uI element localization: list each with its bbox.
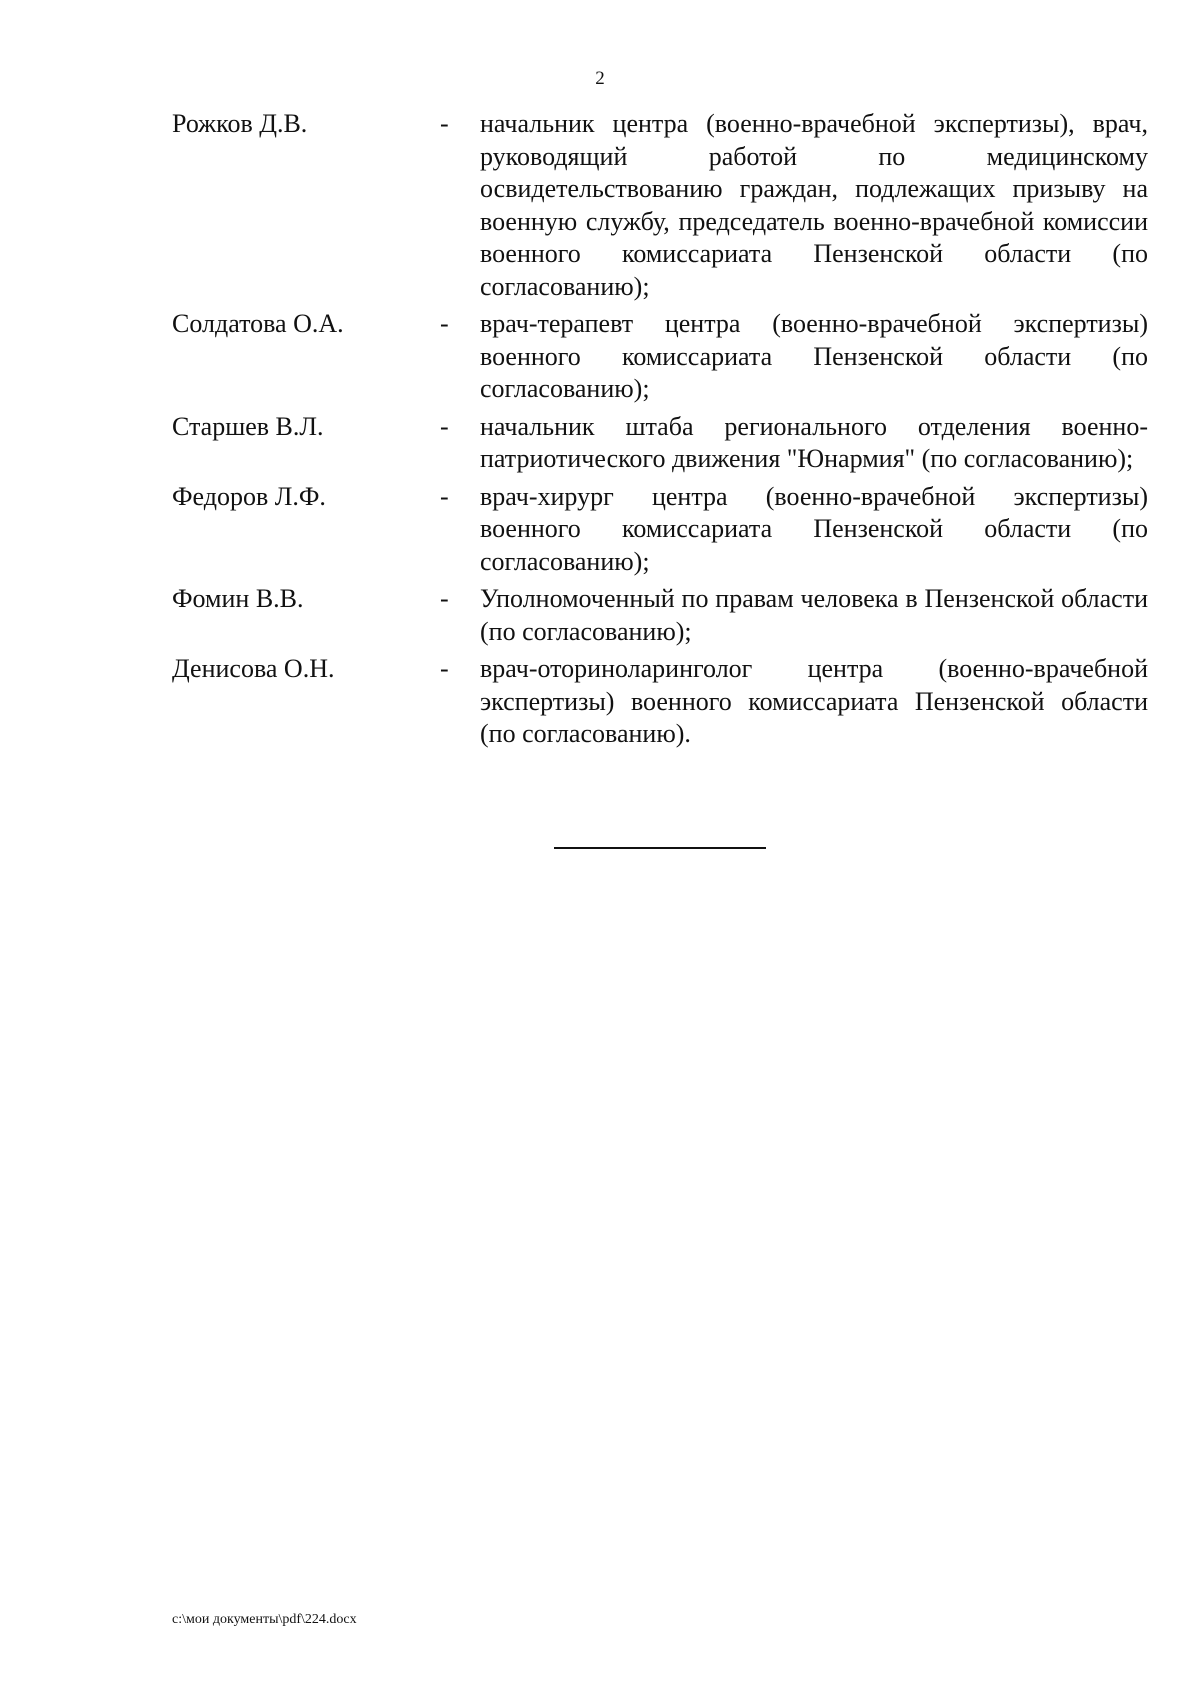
member-role: начальник центра (военно-врачебной экспертизы), врач, руководящий работой по медицинскому освидетельствованию граждан, подлежащих призыву на военную службу, председатель военно-врачебной комиссии военного комиссариата Пензенской области (по согласованию); xyxy=(480,109,1148,301)
member-entry xyxy=(172,308,1148,406)
separator-dash: - xyxy=(440,481,449,511)
page-number: 2 xyxy=(595,68,605,89)
member-name: Денисова О.Н. xyxy=(172,654,335,683)
member-name: Федоров Л.Ф. xyxy=(172,481,326,511)
member-entry xyxy=(172,108,1148,303)
member-name: Рожков Д.В. xyxy=(172,109,308,138)
separator-dash: - xyxy=(440,309,449,338)
member-entry xyxy=(172,481,1148,579)
member-role: врач-терапевт центра (военно-врачебной экспертизы) военного комиссариата Пензенской области (по согласованию); xyxy=(480,309,1148,403)
member-name: Фомин В.В. xyxy=(172,584,304,613)
member-entry xyxy=(172,411,1148,476)
member-role: Уполномоченный по правам человека в Пензенской области (по согласованию); xyxy=(480,584,1148,646)
member-role: начальник штаба регионального отделения военно-патриотического движения "Юнармия" (по согласованию); xyxy=(480,411,1148,473)
member-entry xyxy=(172,653,1148,751)
separator-dash: - xyxy=(440,109,449,138)
separator-dash: - xyxy=(440,654,449,683)
end-of-list-rule xyxy=(554,847,766,849)
footer-file-path: c:\мои документы\pdf\224.docx xyxy=(172,1612,357,1627)
member-entry xyxy=(172,583,1148,648)
member-name: Старшев В.Л. xyxy=(172,411,324,441)
separator-dash: - xyxy=(440,411,449,441)
commission-member-list xyxy=(172,108,1148,756)
member-role: врач-хирург центра (военно-врачебной экспертизы) военного комиссариата Пензенской области (по согласованию); xyxy=(480,481,1148,576)
separator-dash: - xyxy=(440,584,449,613)
member-role: врач-оториноларинголог центра (военно-врачебной экспертизы) военного комиссариата Пензенской области (по согласованию). xyxy=(480,654,1148,748)
member-name: Солдатова О.А. xyxy=(172,309,344,338)
